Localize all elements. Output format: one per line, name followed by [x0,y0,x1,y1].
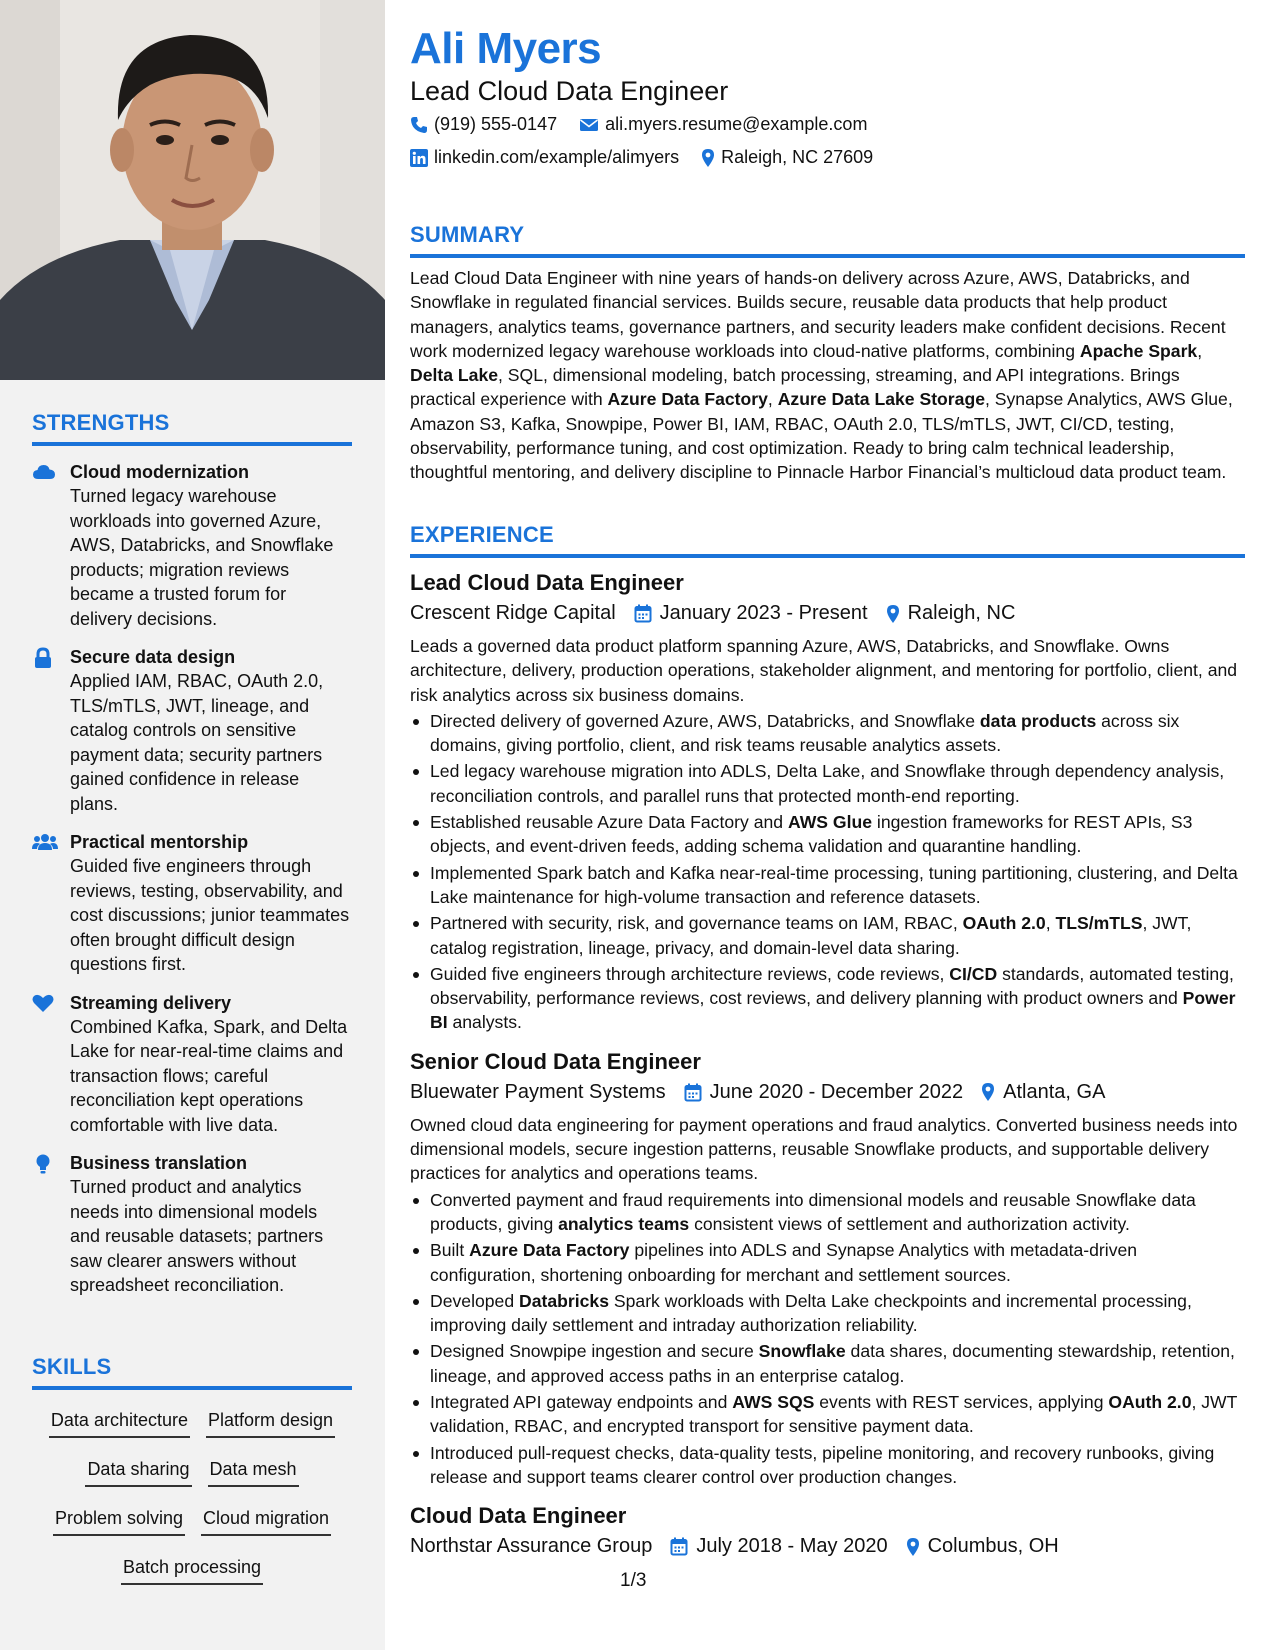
job-entry [410,1503,1245,1558]
job-bullet: Built Azure Data Factory pipelines into ADLS and Synapse Analytics with metadata-driven configuration, shortening onboarding for merchant and settlement sources. [410,1238,1245,1287]
strength-item [32,1151,352,1298]
job-bullet: Converted payment and fraud requirements into dimensional models and reusable Snowflake data products, giving analytics teams consistent views of settlement and authorization activity. [410,1188,1245,1237]
job-company: Crescent Ridge Capital [410,602,616,624]
strength-title: Cloud modernization [70,462,249,482]
envelope-icon [579,117,599,133]
job-description: Leads a governed data product platform spanning Azure, AWS, Databricks, and Snowflake. Owns architecture, delivery, production operations, stakeholder alignment, and mentoring for portfolio, client, and risk analytics across six business domains. [410,636,1238,705]
job-company: Northstar Assurance Group [410,1535,653,1558]
job-meta [410,1081,1245,1104]
experience-section [410,522,1245,1558]
job-title: Lead Cloud Data Engineer [410,570,684,595]
strengths-rule [32,442,352,446]
skills-section [32,1354,352,1598]
cloud-icon [32,462,54,482]
skills-list [32,1402,352,1598]
map-pin-icon [981,1082,995,1102]
strength-title: Business translation [70,1153,248,1173]
email-text[interactable]: ali.myers.resume@example.com [605,114,868,134]
strength-desc: Turned product and analytics needs into dimensional models and reusable datasets; partners saw clearer answers without spreadsheet reconciliation. [70,1177,324,1295]
job-location: Raleigh, NC [907,602,1016,624]
phone-text: (919) 555-0147 [434,114,558,134]
job-meta [410,602,1245,625]
candidate-name: Ali Myers [410,24,602,73]
strengths-section [32,410,352,1298]
users-icon [32,832,54,852]
job-description: Owned cloud data engineering for payment operations and fraud analytics. Converted business needs into dimensional models, secure ingestion patterns, reusable Snowflake products, and supportable delivery practices for analytics and operations teams. [410,1114,1238,1184]
job-dates: July 2018 - May 2020 [696,1535,888,1558]
strength-desc: Turned legacy warehouse workloads into governed Azure, AWS, Databricks, and Snowflake products; migration reviews became a trusted forum for delivery decisions. [70,486,334,629]
summary-text: Lead Cloud Data Engineer with nine years of hands-on delivery across Azure, AWS, Databricks, and Snowflake in regulated financial services. Builds secure, reusable data products that help product managers, analytics teams, governance partners, and security leaders make confident decisions. Recent work modernized legacy warehouse workloads into cloud-native platforms, combining Apache Spark, Delta Lake, SQL, dimensional modeling, batch processing, streaming, and API integrations. Brings practical experience with Azure Data Factory, Azure Data Lake Storage, Synapse Analytics, AWS Glue, Amazon S3, Kafka, Snowpipe, Power BI, IAM, RBAC, OAuth 2.0, TLS/mTLS, JWT, CI/CD, testing, observability, performance tuning, and cost optimization. Ready to bring calm technical leadership, thoughtful mentoring, and delivery discipline to Pinnacle Harbor Financial’s multicloud data product team. [410,268,1233,483]
skill-tag: Batch processing [121,1549,263,1585]
job-entry [410,1049,1245,1489]
skill-tag: Cloud migration [201,1500,331,1536]
strength-title: Secure data design [70,647,236,667]
page-number: 1/3 [620,1570,647,1591]
linkedin-text[interactable]: linkedin.com/example/alimyers [434,147,680,167]
skills-rule [32,1386,352,1390]
heart-icon [32,993,54,1013]
strength-item [32,645,352,816]
skill-tag: Data sharing [85,1451,191,1487]
experience-title: EXPERIENCE [410,522,554,547]
calendar-icon [670,1537,688,1556]
job-company: Bluewater Payment Systems [410,1080,666,1103]
job-location: Atlanta, GA [1003,1080,1106,1103]
job-bullet: Implemented Spark batch and Kafka near-real-time processing, tuning partitioning, clustering, and Delta Lake maintenance for high-volume transaction and reference datasets. [410,861,1245,910]
calendar-icon [684,1083,702,1102]
job-dates: January 2023 - Present [659,602,868,624]
strength-desc: Combined Kafka, Spark, and Delta Lake for near-real-time claims and transaction flows; careful reconciliation kept operations comfortable with live data. [70,1016,348,1135]
job-entry [410,570,1245,1035]
experience-rule [410,554,1245,558]
contact-row-2 [410,147,873,168]
map-pin-icon [906,1537,920,1557]
skill-tag: Data architecture [49,1402,190,1438]
linkedin-contact[interactable] [410,147,679,168]
skills-title: SKILLS [32,1354,112,1379]
strength-item [32,460,352,631]
email-contact[interactable] [579,114,867,135]
job-bullet: Developed Databricks Spark workloads with Delta Lake checkpoints and incremental processing, improving daily settlement and intraday authorization reliability. [410,1289,1245,1338]
profile-photo [0,0,385,380]
job-bullet: Designed Snowpipe ingestion and secure Snowflake data shares, documenting stewardship, retention, lineage, and approved access paths in an enterprise catalog. [410,1339,1245,1388]
skill-tag: Problem solving [53,1500,185,1536]
location-text: Raleigh, NC 27609 [721,147,874,167]
job-bullet: Guided five engineers through architecture reviews, code reviews, CI/CD standards, automated testing, observability, performance reviews, cost reviews, and delivery planning with product owners and Power BI analysts. [410,962,1245,1035]
linkedin-icon [410,149,428,167]
job-bullet: Integrated API gateway endpoints and AWS SQS events with REST services, applying OAuth 2.0, JWT validation, RBAC, and encrypted transport for sensitive payment data. [410,1390,1245,1439]
location-contact [701,147,873,168]
strengths-title: STRENGTHS [32,410,170,435]
strength-title: Streaming delivery [70,992,232,1013]
contact-row-1 [410,114,867,135]
job-bullet: Partnered with security, risk, and governance teams on IAM, RBAC, OAuth 2.0, TLS/mTLS, JWT, catalog registration, lineage, privacy, and domain-level data sharing. [410,911,1245,960]
lightbulb-icon [32,1153,54,1173]
summary-rule [410,254,1245,258]
job-dates: June 2020 - December 2022 [709,1080,964,1103]
job-bullets [410,1188,1245,1490]
job-title: Senior Cloud Data Engineer [410,1048,701,1074]
phone-contact [410,114,557,135]
job-location: Columbus, OH [927,1535,1059,1558]
map-pin-icon [886,604,900,624]
summary-section [410,222,1245,485]
job-meta [410,1535,1245,1558]
map-pin-icon [701,148,715,168]
skill-tag: Platform design [206,1402,335,1438]
strength-item [32,991,352,1138]
phone-icon [410,116,428,134]
job-bullet: Established reusable Azure Data Factory and AWS Glue ingestion frameworks for REST APIs, S3 objects, and event-driven feeds, adding schema validation and quarantine handling. [410,810,1245,859]
candidate-headline: Lead Cloud Data Engineer [410,76,729,106]
summary-title: SUMMARY [410,222,525,247]
lock-icon [32,647,54,667]
job-bullet: Led legacy warehouse migration into ADLS, Delta Lake, and Snowflake through dependency analysis, reconciliation controls, and parallel runs that protected month-end reporting. [410,759,1245,808]
job-bullet: Introduced pull-request checks, data-quality tests, pipeline monitoring, and recovery runbooks, giving release and support teams clearer control over production changes. [410,1441,1245,1490]
job-title: Cloud Data Engineer [410,1503,627,1529]
calendar-icon [634,604,652,623]
skill-tag: Data mesh [208,1451,299,1487]
strength-desc: Guided five engineers through reviews, testing, observability, and cost discussions; junior teammates often brought difficult design questions first. [70,856,350,974]
job-bullet: Directed delivery of governed Azure, AWS, Databricks, and Snowflake data products across six domains, giving portfolio, client, and risk teams reusable analytics assets. [410,709,1245,758]
strength-title: Practical mentorship [70,832,249,852]
sidebar [0,0,385,1650]
job-bullets [410,709,1245,1035]
strength-item [32,830,352,977]
strength-desc: Applied IAM, RBAC, OAuth 2.0, TLS/mTLS, JWT, lineage, and catalog controls on sensitive payment data; security partners gained confidence in release plans. [70,671,324,814]
